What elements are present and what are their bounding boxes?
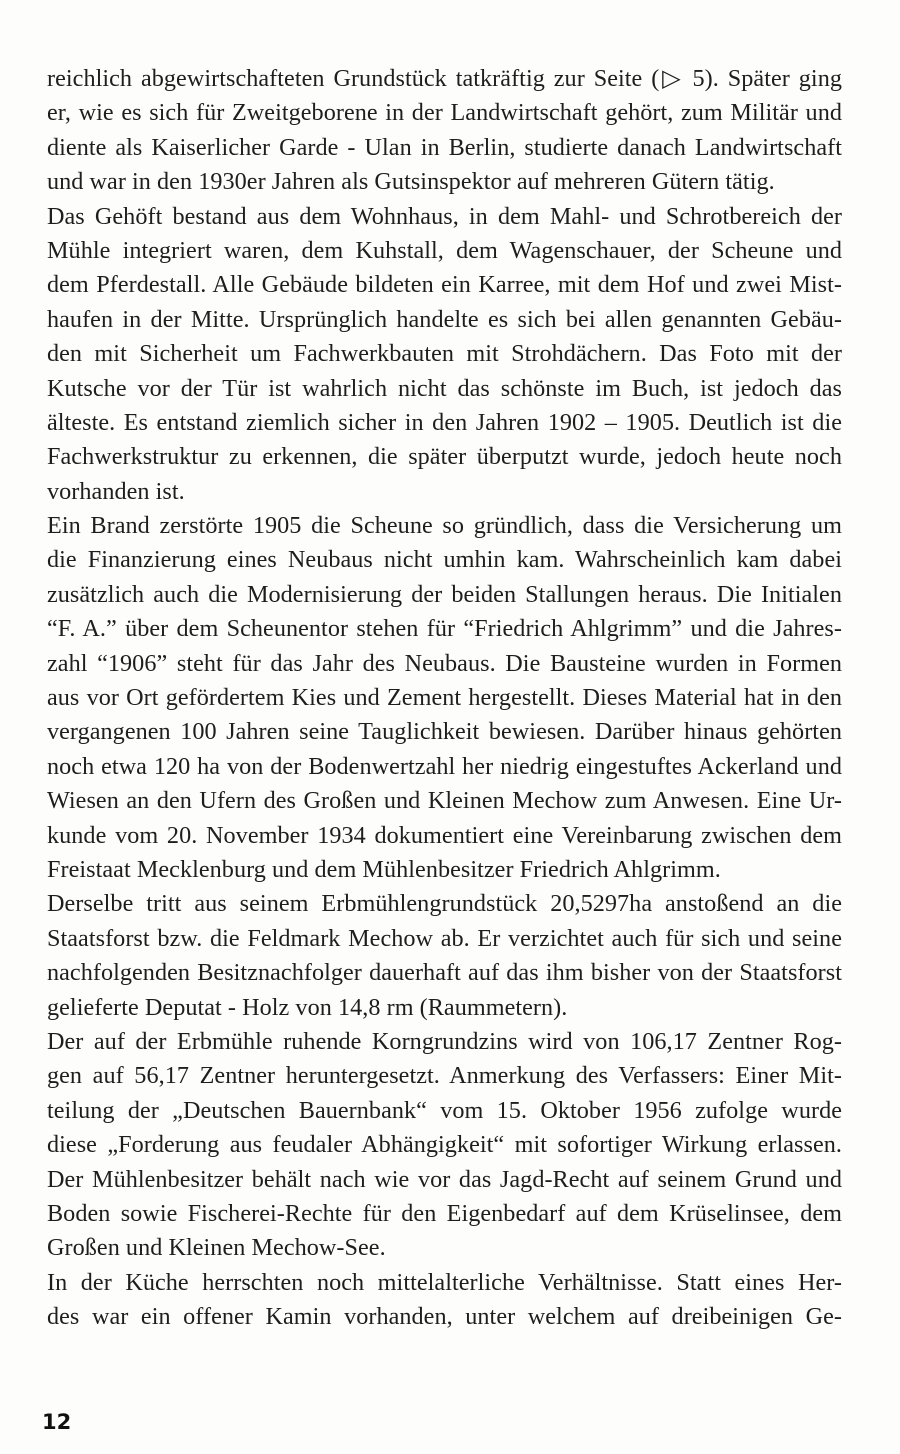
text-line: Kutsche vor der Tür ist wahrlich nicht das schönste im Buch, ist jedoch das: [47, 374, 842, 402]
text-line: teilung der „Deutschen Bauernbank“ vom 15. Oktober 1956 zufolge wurde: [47, 1096, 842, 1124]
text-line: Ein Brand zerstörte 1905 die Scheune so gründlich, dass die Versicherung um: [47, 512, 842, 540]
text-line: noch etwa 120 ha von der Bodenwertzahl her niedrig eingestuftes Ackerland und: [47, 752, 842, 780]
page-number: 12: [42, 1410, 72, 1434]
text-line: Derselbe tritt aus seinem Erbmühlengrundstück 20,5297ha anstoßend an die: [47, 890, 842, 918]
text-line: zusätzlich auch die Modernisierung der beiden Stallungen heraus. Die Initialen: [47, 580, 842, 608]
text-line: Der auf der Erbmühle ruhende Korngrundzins wird von 106,17 Zentner Rog-: [47, 1027, 842, 1055]
text-line: kunde vom 20. November 1934 dokumentiert eine Vereinbarung zwischen dem: [47, 821, 842, 849]
text-line: haufen in der Mitte. Ursprünglich handelte es sich bei allen genannten Gebäu-: [47, 305, 842, 333]
text-line: die Finanzierung eines Neubaus nicht umhin kam. Wahrscheinlich kam dabei: [47, 546, 842, 574]
text-line: Der Mühlenbesitzer behält nach wie vor das Jagd-Recht auf seinem Grund und: [47, 1165, 842, 1193]
text-line: Fachwerkstruktur zu erkennen, die später überputzt wurde, jedoch heute noch: [47, 443, 842, 471]
text-line: In der Küche herrschten noch mittelalterliche Verhältnisse. Statt eines Her-: [47, 1268, 842, 1296]
text-line: vergangenen 100 Jahren seine Tauglichkeit bewiesen. Darüber hinaus gehörten: [47, 718, 842, 746]
text-line: aus vor Ort gefördertem Kies und Zement hergestellt. Dieses Material hat in den: [47, 684, 842, 712]
text-line: gelieferte Deputat - Holz von 14,8 rm (Raummetern).: [47, 993, 568, 1021]
text-line: dem Pferdestall. Alle Gebäude bildeten ein Karree, mit dem Hof und zwei Mist-: [47, 271, 842, 299]
text-line: reichlich abgewirtschafteten Grundstück tatkräftig zur Seite (▷ 5). Später ging: [47, 65, 842, 92]
text-line: Wiesen an den Ufern des Großen und Kleinen Mechow zum Anwesen. Eine Ur-: [47, 787, 842, 815]
text-line: gen auf 56,17 Zentner heruntergesetzt. Anmerkung des Verfassers: Einer Mit-: [47, 1062, 842, 1090]
text-line: nachfolgenden Besitznachfolger dauerhaft auf das ihm bisher von der Staatsforst: [47, 959, 842, 987]
text-line: Großen und Kleinen Mechow-See.: [47, 1234, 386, 1262]
text-line: Das Gehöft bestand aus dem Wohnhaus, in dem Mahl- und Schrotbereich der: [47, 202, 842, 230]
body-text: [47, 62, 842, 1334]
text-line: älteste. Es entstand ziemlich sicher in den Jahren 1902 – 1905. Deutlich ist die: [47, 408, 842, 436]
text-line: vorhanden ist.: [47, 477, 185, 505]
text-line: Boden sowie Fischerei-Rechte für den Eigenbedarf auf dem Krüselinsee, dem: [47, 1199, 842, 1227]
text-line: Mühle integriert waren, dem Kuhstall, dem Wagenschauer, der Scheune und: [47, 236, 842, 264]
text-line: Staatsforst bzw. die Feldmark Mechow ab. Er verzichtet auch für sich und seine: [47, 924, 842, 952]
text-line: den mit Sicherheit um Fachwerkbauten mit Strohdächern. Das Foto mit der: [47, 340, 842, 368]
text-line: zahl “1906” steht für das Jahr des Neubaus. Die Bausteine wurden in Formen: [47, 649, 842, 677]
text-line: diese „Forderung aus feudaler Abhängigkeit“ mit sofortiger Wirkung erlassen.: [47, 1131, 842, 1159]
text-line: Freistaat Mecklenburg und dem Mühlenbesitzer Friedrich Ahlgrimm.: [47, 855, 721, 883]
text-line: er, wie es sich für Zweitgeborene in der Landwirtschaft gehört, zum Militär und: [47, 99, 842, 127]
text-line: diente als Kaiserlicher Garde - Ulan in Berlin, studierte danach Landwirtschaft: [47, 133, 842, 161]
text-line: “F. A.” über dem Scheunentor stehen für “Friedrich Ahlgrimm” und die Jahres-: [47, 615, 842, 643]
text-line: und war in den 1930er Jahren als Gutsinspektor auf mehreren Gütern tätig.: [47, 168, 775, 196]
text-line: des war ein offener Kamin vorhanden, unter welchem auf dreibeinigen Ge-: [47, 1303, 842, 1331]
